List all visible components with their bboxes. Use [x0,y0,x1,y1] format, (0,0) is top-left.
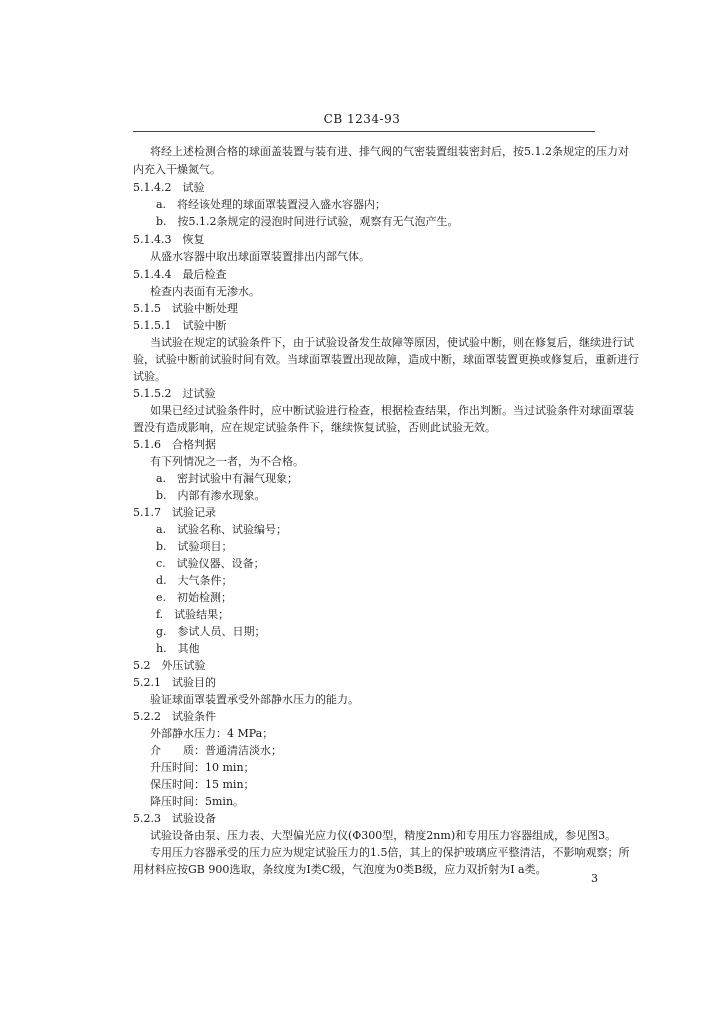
list-item: d. 大气条件； [156,574,233,587]
section-heading: 5.1.5.2 过试验 [133,387,216,400]
list-item: c. 试验仪器、设备； [156,557,265,570]
text-line: 降压时间：5min。 [150,795,245,808]
section-heading: 5.2.2 试验条件 [133,710,216,723]
list-item: f. 试验结果； [156,608,230,621]
text-line: 有下列情况之一者，为不合格。 [150,455,304,468]
section-heading: 5.2 外压试验 [133,659,206,672]
section-heading: 5.1.4.3 恢复 [133,233,205,246]
list-item: g. 参试人员、日期； [156,625,266,638]
header-code: CB 1234-93 [323,112,401,126]
section-heading: 5.2.3 试验设备 [133,812,216,825]
text-line: 保压时间：15 min； [150,778,255,791]
text-line: 从盛水容器中取出球面罩装置排出内部气体。 [150,250,370,263]
list-item: b. 试验项目； [156,540,233,553]
section-heading: 5.1.4.2 试验 [133,181,205,194]
text-line: 用材料应按GB 900选取，条纹度为I类C级，气泡度为0类B级，应力双折射为I a类。 [133,863,547,876]
text-line: 验证球面罩装置承受外部静水压力的能力。 [150,693,359,706]
text-line: 检查内表面有无渗水。 [150,285,260,298]
section-heading: 5.1.4.4 最后检查 [133,268,227,281]
section-heading: 5.1.5.1 试验中断 [133,319,227,332]
text-line: 验，试验中断前试验时间有效。当球面罩装置出现故障，造成中断，球面罩装置更换或修复后，重新进行 [133,353,639,366]
section-heading: 5.1.6 合格判据 [133,438,216,451]
list-item: b. 内部有渗水现象。 [156,489,266,502]
list-item: h. 其他 [156,642,200,655]
text-line: 如果已经过试验条件时，应中断试验进行检查，根据检查结果，作出判断。当过试验条件对球面罩装 [150,404,634,417]
page-number: 3 [591,872,598,885]
text-line: 内充入干燥氮气。 [133,163,221,176]
list-item: e. 初始检测； [156,591,233,604]
list-item: a. 试验名称、试验编号； [156,523,288,536]
text-line: 试验设备由泵、压力表、大型偏光应力仪(Φ300型，精度2nm)和专用压力容器组成，参见图3。 [150,829,617,842]
list-item: b. 按5.1.2条规定的浸泡时间进行试验，观察有无气泡产生。 [156,215,459,228]
header-rule [133,131,595,132]
section-heading: 5.1.5 试验中断处理 [133,302,238,315]
text-line: 试验。 [133,370,166,383]
text-line: 升压时间：10 min； [150,761,255,774]
section-heading: 5.1.7 试验记录 [133,506,216,519]
text-line: 置没有造成影响，应在规定试验条件下，继续恢复试验，否则此试验无效。 [133,421,496,434]
section-heading: 5.2.1 试验目的 [133,676,216,689]
list-item: a. 密封试验中有漏气现象； [156,472,299,485]
text-line: 专用压力容器承受的压力应为规定试验压力的1.5倍，其上的保护玻璃应平整清洁，不影响观察；所 [150,846,630,859]
text-line: 外部静水压力：4 MPa； [150,727,274,740]
list-item: a. 将经该处理的球面罩装置浸入盛水容器内； [156,198,387,211]
text-line: 当试验在规定的试验条件下，由于试验设备发生故障等原因，使试验中断，则在修复后，继续进行试 [150,336,634,349]
text-line: 将经上述检测合格的球面盖装置与装有进、排气阀的气密装置组装密封后，按5.1.2条规定的压力对 [150,145,629,158]
text-line: 介 质：普通清洁淡水； [150,744,282,757]
